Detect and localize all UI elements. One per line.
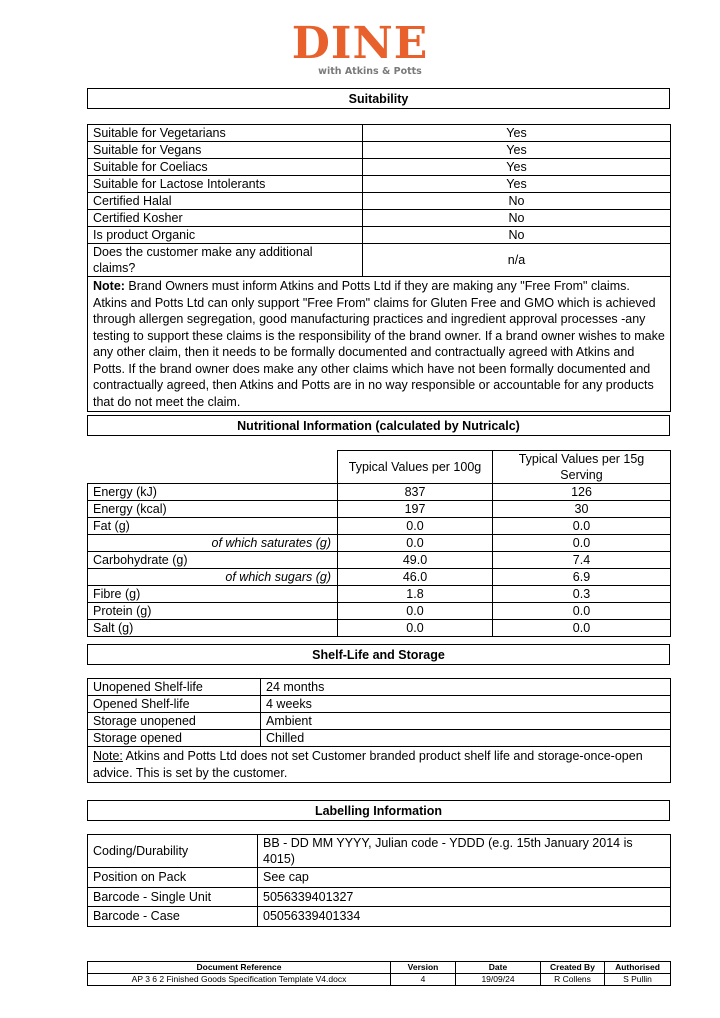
- shelf-note-text: Atkins and Potts Ltd does not set Customer branded product shelf life and storage-once-open advice. This is set by the customer.: [93, 749, 643, 780]
- nutrient-per-100g: 0.0: [338, 518, 493, 535]
- footer-doc-ref: AP 3 6 2 Finished Goods Specification Template V4.docx: [88, 974, 391, 986]
- nutrient-label: Fibre (g): [88, 586, 338, 603]
- nutrition-corner-cell: [88, 451, 338, 484]
- nutrient-per-100g: 0.0: [338, 620, 493, 637]
- nutrient-label: Carbohydrate (g): [88, 552, 338, 569]
- nutrient-per-serving: 0.0: [493, 518, 671, 535]
- nutrition-row: [88, 501, 671, 518]
- suitability-note-label: Note:: [93, 279, 125, 293]
- shelf-row: [88, 696, 671, 713]
- nutrition-header: [87, 415, 670, 436]
- footer-authorised: S Pullin: [605, 974, 671, 986]
- nutrient-per-100g: 0.0: [338, 535, 493, 552]
- shelf-label: Opened Shelf-life: [88, 696, 261, 713]
- suitability-row: [88, 210, 671, 227]
- nutrient-per-serving: 126: [493, 484, 671, 501]
- nutrient-per-100g: 197: [338, 501, 493, 518]
- shelf-label: Storage unopened: [88, 713, 261, 730]
- labelling-label: Position on Pack: [88, 868, 258, 888]
- document-footer: [87, 961, 671, 986]
- nutrient-label: of which sugars (g): [88, 569, 338, 586]
- nutrient-label: of which saturates (g): [88, 535, 338, 552]
- labelling-table: [87, 834, 671, 927]
- suitability-label: Suitable for Vegetarians: [88, 125, 363, 142]
- nutrition-row: [88, 620, 671, 637]
- nutrient-per-100g: 1.8: [338, 586, 493, 603]
- nutrition-row: [88, 603, 671, 620]
- nutrient-label: Salt (g): [88, 620, 338, 637]
- shelf-title: Shelf-Life and Storage: [88, 645, 670, 665]
- suitability-row: [88, 125, 671, 142]
- nutrition-row: [88, 535, 671, 552]
- shelf-row: [88, 713, 671, 730]
- suitability-row: [88, 227, 671, 244]
- shelf-value: Chilled: [261, 730, 671, 747]
- shelf-value: 24 months: [261, 679, 671, 696]
- suitability-row: [88, 142, 671, 159]
- shelf-label: Storage opened: [88, 730, 261, 747]
- suitability-row: [88, 244, 671, 277]
- labelling-label: Barcode - Single Unit: [88, 887, 258, 907]
- suitability-table: [87, 124, 671, 412]
- nutrition-row: [88, 518, 671, 535]
- logo-tagline: with Atkins & Potts: [318, 66, 422, 77]
- shelf-label: Unopened Shelf-life: [88, 679, 261, 696]
- labelling-row: [88, 887, 671, 907]
- suitability-value: Yes: [363, 142, 671, 159]
- suitability-value: No: [363, 193, 671, 210]
- suitability-label: Is product Organic: [88, 227, 363, 244]
- nutrition-row: [88, 484, 671, 501]
- footer-header-created-by: Created By: [541, 962, 605, 974]
- suitability-header: [87, 88, 670, 109]
- footer-header-date: Date: [456, 962, 541, 974]
- col-header-serving: Typical Values per 15g Serving: [493, 451, 671, 484]
- shelf-note: [88, 747, 671, 783]
- suitability-label: Suitable for Coeliacs: [88, 159, 363, 176]
- footer-created-by: R Collens: [541, 974, 605, 986]
- nutrient-label: Energy (kJ): [88, 484, 338, 501]
- labelling-value: 05056339401334: [258, 907, 671, 927]
- suitability-value: Yes: [363, 176, 671, 193]
- nutrition-row: [88, 586, 671, 603]
- nutrient-per-serving: 0.0: [493, 535, 671, 552]
- labelling-row: [88, 835, 671, 868]
- nutrient-per-serving: 7.4: [493, 552, 671, 569]
- logo-brand: DINE: [291, 18, 429, 69]
- nutrient-label: Protein (g): [88, 603, 338, 620]
- nutrient-per-serving: 0.0: [493, 603, 671, 620]
- col-header-100g: Typical Values per 100g: [338, 451, 493, 484]
- footer-date: 19/09/24: [456, 974, 541, 986]
- suitability-note-text: Brand Owners must inform Atkins and Potts Ltd if they are making any "Free From" claims. Atkins and Potts Ltd can only support "Free From" claims for Gluten Free and GMO which is achieved through allergen segregation, good manufacturing practices and ingredient approval processes -any testing to support these claims is the responsibility of the brand owner. If a brand owner wishes to make any other claim, then it needs to be formally documented and contractually agreed with Atkins and Potts. If the brand owner does make any other claims which have not been formally documented and contractually agreed, then Atkins and Potts are in no way responsible or accountable for any products that do not meet the claim.: [93, 279, 665, 409]
- suitability-value: No: [363, 227, 671, 244]
- labelling-value: BB - DD MM YYYY, Julian code - YDDD (e.g. 15th January 2014 is 4015): [258, 835, 671, 868]
- nutrition-row: [88, 552, 671, 569]
- suitability-label: Does the customer make any additional claims?: [88, 244, 363, 277]
- suitability-label: Suitable for Lactose Intolerants: [88, 176, 363, 193]
- suitability-row: [88, 193, 671, 210]
- footer-header-doc-ref: Document Reference: [88, 962, 391, 974]
- shelf-note-label: Note:: [93, 749, 123, 763]
- nutrition-table: [87, 450, 671, 637]
- footer-header-version: Version: [391, 962, 456, 974]
- labelling-header: [87, 800, 670, 821]
- labelling-label: Barcode - Case: [88, 907, 258, 927]
- shelf-value: Ambient: [261, 713, 671, 730]
- labelling-row: [88, 868, 671, 888]
- nutrient-per-100g: 0.0: [338, 603, 493, 620]
- nutrient-per-serving: 0.3: [493, 586, 671, 603]
- shelf-header: [87, 644, 670, 665]
- footer-version: 4: [391, 974, 456, 986]
- suitability-label: Certified Kosher: [88, 210, 363, 227]
- suitability-value: n/a: [363, 244, 671, 277]
- labelling-row: [88, 907, 671, 927]
- labelling-title: Labelling Information: [88, 801, 670, 821]
- nutrient-per-serving: 0.0: [493, 620, 671, 637]
- suitability-row: [88, 159, 671, 176]
- shelf-row: [88, 730, 671, 747]
- suitability-title: Suitability: [88, 89, 670, 109]
- suitability-label: Certified Halal: [88, 193, 363, 210]
- suitability-row: [88, 176, 671, 193]
- nutrient-per-serving: 6.9: [493, 569, 671, 586]
- dine-logo: [0, 18, 720, 77]
- nutrient-label: Energy (kcal): [88, 501, 338, 518]
- nutrient-label: Fat (g): [88, 518, 338, 535]
- suitability-value: Yes: [363, 125, 671, 142]
- nutrition-row: [88, 569, 671, 586]
- footer-header-authorised: Authorised: [605, 962, 671, 974]
- shelf-row: [88, 679, 671, 696]
- nutrition-title: Nutritional Information (calculated by Nutricalc): [88, 416, 670, 436]
- suitability-label: Suitable for Vegans: [88, 142, 363, 159]
- labelling-value: See cap: [258, 868, 671, 888]
- suitability-value: No: [363, 210, 671, 227]
- shelf-table: [87, 678, 671, 783]
- nutrient-per-serving: 30: [493, 501, 671, 518]
- nutrient-per-100g: 837: [338, 484, 493, 501]
- suitability-value: Yes: [363, 159, 671, 176]
- nutrient-per-100g: 49.0: [338, 552, 493, 569]
- labelling-value: 5056339401327: [258, 887, 671, 907]
- nutrient-per-100g: 46.0: [338, 569, 493, 586]
- labelling-label: Coding/Durability: [88, 835, 258, 868]
- suitability-note: [88, 277, 671, 412]
- shelf-value: 4 weeks: [261, 696, 671, 713]
